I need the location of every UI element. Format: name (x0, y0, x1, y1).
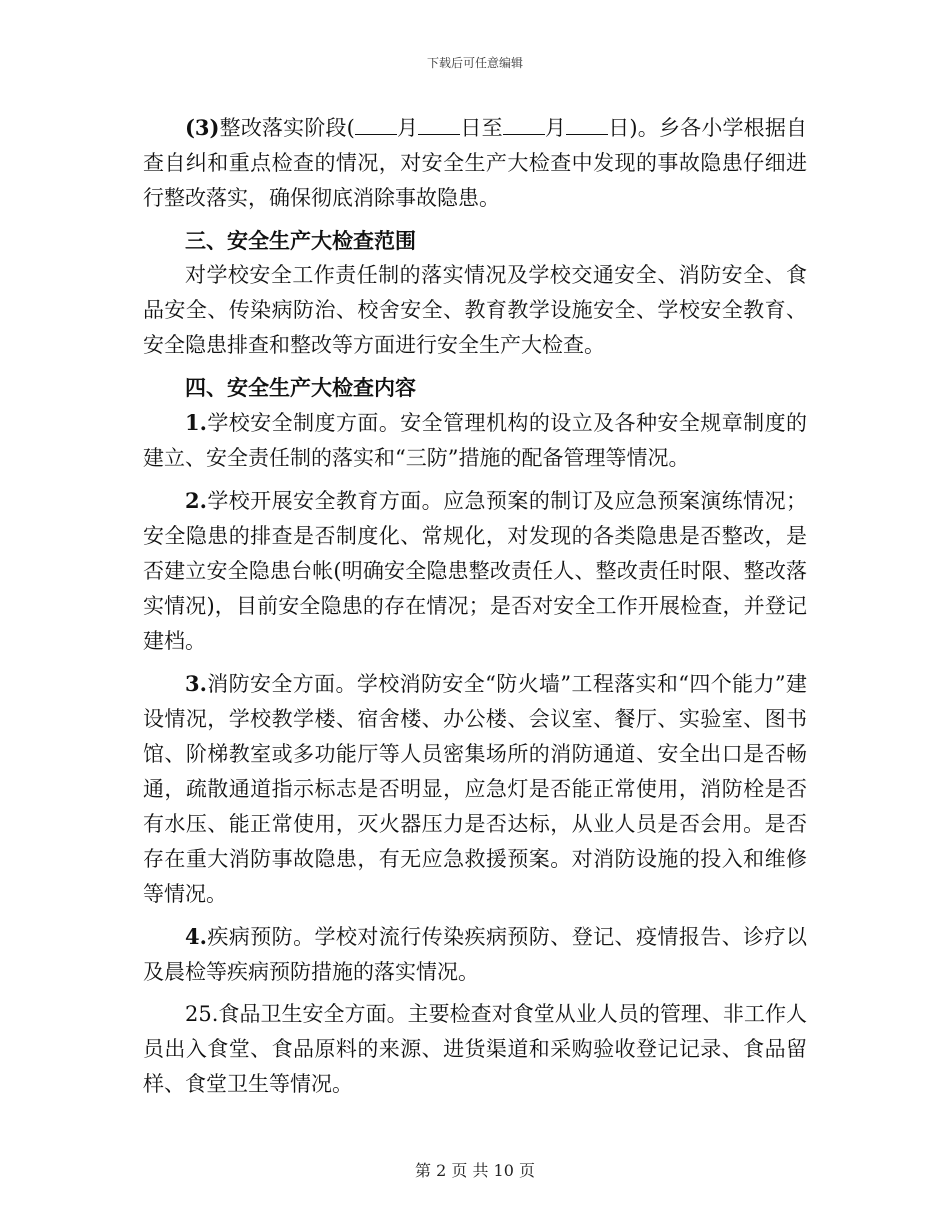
item-number: 2. (185, 488, 207, 513)
paragraph-scope: 对学校安全工作责任制的落实情况及学校交通安全、消防安全、食品安全、传染病防治、校舍安全、教育教学设施安全、学校安全教育、安全隐患排查和整改等方面进行安全生产大检查。 (143, 263, 807, 357)
page-header: 下载后可任意编辑 (426, 56, 523, 70)
list-item: 2.学校开展安全教育方面。应急预案的制订及应急预案演练情况；安全隐患的排查是否制度化、常规化，对发现的各类隐患是否整改，是否建立安全隐患台帐(明确安全隐患整改责任人、整改责任时限、整改落实情况)，目前安全隐患的存在情况；是否对安全工作开展检查，并登记建档。 (143, 488, 807, 653)
list-item: 4.疾病预防。学校对流行传染疾病预防、登记、疫情报告、诊疗以及晨检等疾病预防措施的落实情况。 (143, 924, 807, 984)
blank-line (418, 116, 460, 135)
item-number: 25. (185, 1002, 219, 1026)
page-footer: 第 2 页 共 10 页 (415, 1161, 535, 1180)
item-number: 1. (185, 410, 207, 435)
list-item: 25.食品卫生安全方面。主要检查对食堂从业人员的管理、非工作人员出入食堂、食品原料的来源、进货渠道和采购验收登记记录、食品留样、食堂卫生等情况。 (143, 1002, 807, 1096)
paragraph-rectification-stage: (3)整改落实阶段( 月 日至 月 日)。乡各小学根据自查自纠和重点检查的情况，对安全生产大检查中发现的事故隐患仔细进行整改落实，确保彻底消除事故隐患。 (143, 115, 807, 210)
item-number: 4. (185, 924, 207, 949)
section-heading-scope: 三、安全生产大检查范围 (185, 228, 416, 253)
blank-line (355, 116, 397, 135)
document-body (143, 110, 807, 1102)
list-item: 1.学校安全制度方面。安全管理机构的设立及各种安全规章制度的建立、安全责任制的落实和“三防”措施的配备管理等情况。 (143, 410, 807, 470)
blank-line (503, 116, 545, 135)
item-number: (3) (185, 115, 220, 140)
blank-line (566, 116, 608, 135)
list-item: 3.消防安全方面。学校消防安全“防火墙”工程落实和“四个能力”建设情况，学校教学楼、宿舍楼、办公楼、会议室、餐厅、实验室、图书馆、阶梯教室或多功能厅等人员密集场所的消防通道、安全出口是否畅通，疏散通道指示标志是否明显，应急灯是否能正常使用，消防栓是否有水压、能正常使用，灭火器压力是否达标，从业人员是否会用。是否存在重大消防事故隐患，有无应急救援预案。对消防设施的投入和维修等情况。 (143, 671, 807, 906)
item-number: 3. (185, 671, 207, 696)
section-heading-content: 四、安全生产大检查内容 (185, 375, 416, 400)
